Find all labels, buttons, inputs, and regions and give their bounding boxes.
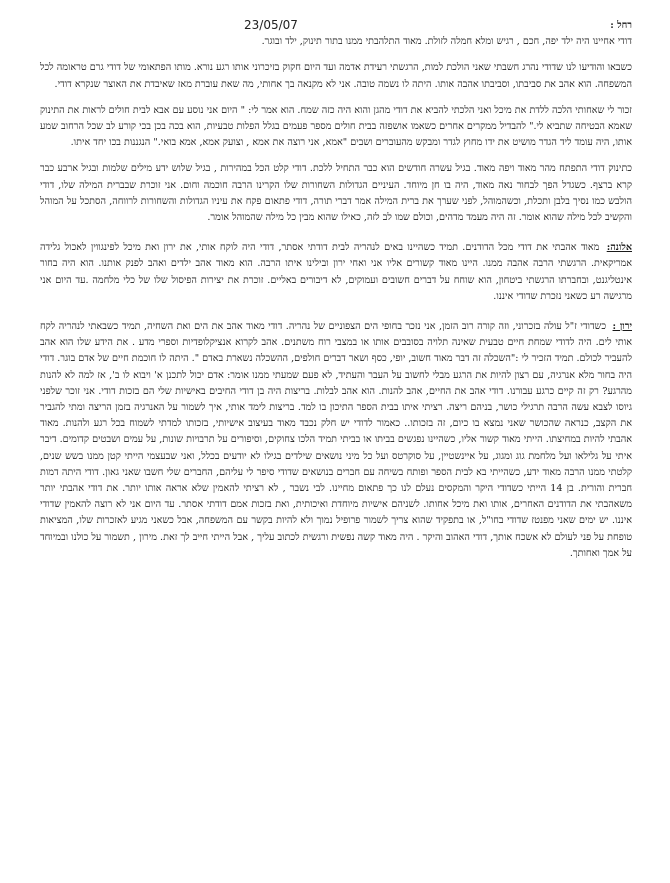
speaker-name: ירון : bbox=[612, 321, 632, 333]
paragraph bbox=[40, 60, 632, 92]
paragraph bbox=[40, 161, 632, 226]
paragraph bbox=[40, 240, 632, 305]
paragraph-text: כשדודי ז"ל עולה בזכרוני, וזה קורה רוב הזמן, אני נזכר בחופי הים הצפוניים של נהריה. דודי מאוד אהב את הים ואת השחיה, תמיד כשבאתי לנהריה לקח אותי לים. היה לדודי שמחת חיים טבעית שאינה תלויה בסובבים אותו או במצבי רוח משתנים. אהב לקרוא אנציקלופדיות וספרי מדע . את הידע שלו הוא אהב להעביר לכולם. תמיד הזכיר לי :"השכלה זה דבר מאוד חשוב, יופי, כסף ושאר דברים חולפים, ההשכלה נשארת באדם ". היתה לו חוכמת חיים של אדם בוגר. דודי היה בחור מלא אנרגיה, עם רצון להיות את הרגע מבלי לחשוב על העבר והעתיד, לא פעם שמעתי ממנו אומר: אדם יכול לתכנן א' ויבוא לו ב', אז למה לא להנות מהרגע? רק זה קיים כרגע עבורנו. דודי אהב את החיים, אהב להנות. הוא אהב לבלות. בריצות היה בן דודי החיבים באישיות שלי הם בזכות דודי. אני זוכר שלפני גיוסו לצבא עשה הרבה תרגילי כושר, בניהם ריצה. רציתי איתו בבית הספר התיכון בו למד. בריצות לימד אותי, איך לשמור על האנרגיה בזמן הריצה ומתי להגביר את הקצב, כנראה שהכושר שאני נמצא בו כיום, זה בזכותו.. כאמור לדודי יש חלק נכבד מאוד בעיצוב אישיותי, בזכותו למדתי לשמוח בכל רגע ולהנות. מאוד אהבתי להיות במחיצתו. הייתי מאוד קשור אליו, כשהיינו נפגשים בביתו או בביתי תמיד הלכו צחוקים, וסיפורים על תרבויות שונות, על עמים ושבטים קדומים. דיבר איתי על גלילאו ועל מלחמת גוג ומגוג, על איינשטיין, על סוקרטס ועל כל מיני נושאים שילדים בגילו לא יודעים בכלל, ואני שבעצמי הייתי קטן ממנו בשש שנים, קלטתי ממנו הרבה מאוד ידע, כשהייתי בא לבית הספר ופותח בשיחה עם חברים בנושאים שדודי סיפר לי עליהם, החברים שלי חשבו שאני גאון. דודי היתה דמות חברית והורית. בן 14 הייתי כשדודי היקר והמקסים נעלם לנו כך פתאום מחיינו. לבי נשבר , לא רציתי להאמין שלא אראה אותו יותר. את דודי אהבתי יותר משאהבתי את הדודנים האחרים, אותו ואת מיכל אחותו. לשניהם אישיות מיוחדת ואיכותית, ואת בזכות אמם דודתי אסתר. עד היום אני לא רוצה להאמין שדודי איננו. יש ימים שאני מפנטז שדודי בחו"ל, או בתפקיד שהוא צריך לשמור פרופיל נמוך ולא להיות בקשר עם המשפחה, אבל כשאני מגיע לאזכרות שלו, המציאות טופחת על פני לעולם לא אשכח אותך, דודי האהוב והיקר . היה מאוד קשה נפשית ורגשית לכתוב עליך , אבל הייתי חייב לך זאת. מירון , תשמור על כולנו ובמיוחד על אמך ואחותך. bbox=[40, 321, 632, 559]
section-alona bbox=[40, 240, 632, 305]
section-yaron bbox=[40, 319, 632, 562]
paragraph-text: דודי אחיינו היה ילד יפה, חכם , רגיש ומלא חמלה לזולת. מאוד התלהבתי ממנו בתור תינוק, ילד ובוגר. bbox=[261, 36, 632, 48]
paragraph bbox=[40, 103, 632, 152]
document-body bbox=[40, 18, 632, 562]
speaker-name: אלונה: bbox=[606, 242, 632, 254]
paragraph bbox=[40, 18, 632, 50]
document-date: 23/05/07 bbox=[244, 18, 298, 32]
speaker-name: רחל : bbox=[610, 20, 632, 31]
paragraph-text: כתינוק דודי התפתח מהר מאוד ויפה מאוד. בגיל עשרה חודשים הוא כבר התחיל ללכת. דודי קלט הכל במהירות , בגיל שלוש ידע מילים שלמות ובגיל ארבע כבר קרא ברצף. כשגדל הפך לבחור נאה מאוד, היה בו חן מיוחד. העיניים הגדולות השחורות שלו הקרינו הרבה חוכמה וחום. אני זוכרת שבברית המילה שלו, דודי הולבש כמו נסיך בלבן ותכלת, וכשהמוהל, לפני שערך את ברית המילה אמר דברי תורה, דודי פתאום פקח את עיניו הגדולות והשחורות לרווחה, הסתכל על המוהל והקשיב לכל מילה שהוא אומר. זה היה מעמד מדהים, וכולם שמו לב לזה, כאילו שהוא מבין כל מילה שהמוהל אומר. bbox=[40, 163, 632, 224]
paragraph-text: כשבאו והודיעו לנו שדודי נהרג חשבתי שאני הולכת למות, הרגשתי רעידת אדמה ועד היום חקוק בזיכרוני אותו רגע נורא. מותו הפתאומי של דודי גרם טראומה לכל המשפחה. הוא אהב את סביבתו, וסביבתו אהבה אותו. היתה לו נשמה טובה. אני לא מקנאה בך אחותי, מה שאת עוברת מאז שאיבדת את האוצר שנקרא דודי. bbox=[40, 62, 632, 90]
section-rachel bbox=[40, 18, 632, 226]
paragraph-text: מאוד אהבתי את דודי מכל הדודנים. תמיד כשהיינו באים לנהריה לבית דודתי אסתר, דודי היה לוקח אותי, את ירון ואת מיכל לפינגווין לאכול גלידה אמריקאית. הרגשתי הרבה אהבה ממנו. היינו מאוד קשורים אליו אני ואחי ירון ובילינו איתו הרבה. הוא מאוד אהב ילדים ואהב לפנק אותנו. הוא היה בחור אינטליגנט, ובחברתו הרגשתי ביטחון, הוא שוחח על דברים חשובים ועמוקים, לא דיבורים באליים. זוכרת את יצירות הפיסול שלו של כלי מלחמה .עד היום אני מרגישה רע כשאני נזכרת שדודי איננו. bbox=[40, 242, 632, 302]
paragraph bbox=[40, 319, 632, 562]
paragraph-text: זכור לי שאחותי הלכה ללדת את מיכל ואני הלכתי להביא את דודי מהגן והוא היה כזה שמח. הוא אמר לי: " היום אני נוסע עם אבא לבית חולים לראות את התינוק שאמא הבטיחה שתביא לי." להבדיל ממקרים אחרים כשאמו אושפזה בבית חולים מספר פעמים בגלל הפלות טבעיות, הוא בכה בכן בכי קורע לב שכל הרחוב שמע אותו, היה עומד ליד הגדר מושיט את ידו מחוץ לגדר ומבקש מהעוברים ושבים "אמא, אני רוצה את אמא , וצועק אמא, אמא בואי." הנגננות בכו יחד איתו. bbox=[40, 104, 632, 149]
